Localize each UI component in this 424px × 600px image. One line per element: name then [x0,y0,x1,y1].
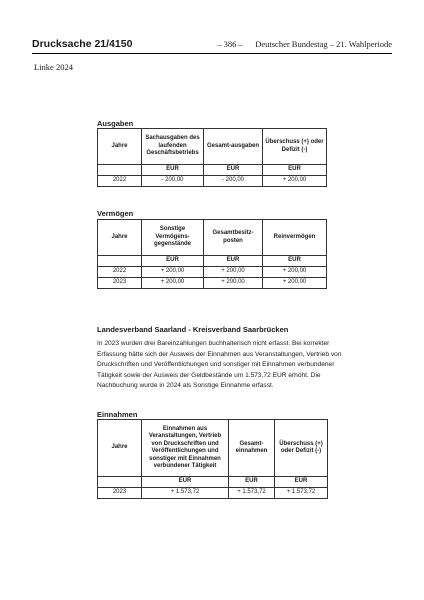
paragraph-line: Tätigkeit sowie der Ausweis der Geldbestände um 1.573,72 EUR erhöht. Die [97,371,321,379]
vermoegen-value: + 200,00 [142,267,204,278]
paragraph-line: Druckschriften und Veröffentlichungen und sonstiger mit Einnahmen verbundener [97,361,335,368]
ausgaben-unit: EUR [263,165,327,176]
vermoegen-value: + 200,00 [263,278,327,289]
einnahmen-unit: EUR [229,477,275,488]
einnahmen-year: 2023 [98,488,142,499]
vermoegen-title: Vermögen [97,209,134,218]
ausgaben-unit: EUR [204,165,263,176]
ausgaben-col-sachausgaben: Sachausgaben des laufenden Geschäftsbetriebs [142,129,204,165]
vermoegen-unit-empty [98,256,142,267]
einnahmen-col-veranstaltungen: Einnahmen aus Veranstaltungen, Vertrieb von Druckschriften und Veröffentlichungen und sonstiger mit Einnahmen verbundener Tätigkeit [142,420,229,477]
vermoegen-unit: EUR [204,256,263,267]
ausgaben-value: - 200,00 [142,176,204,187]
vermoegen-unit: EUR [142,256,204,267]
vermoegen-unit: EUR [263,256,327,267]
einnahmen-title: Einnahmen [97,410,138,419]
ausgaben-unit-empty [98,165,142,176]
vermoegen-value: + 200,00 [142,278,204,289]
table-row [98,176,327,187]
ausgaben-col-year: Jahre [98,129,142,165]
ausgaben-table [97,128,327,187]
vermoegen-year: 2022 [98,267,142,278]
paragraph-line: Erfassung hätte sich der Ausweis der Einnahmen aus Veranstaltungen, Vertrieb von [97,350,342,358]
vermoegen-col-year: Jahre [98,220,142,256]
vermoegen-value: + 200,00 [204,278,263,289]
page-header [32,38,392,52]
ausgaben-value: + 200,00 [263,176,327,187]
paragraph-line: Nachbuchung wurde in 2024 als Sonstige Einnahme erfasst. [97,382,274,389]
einnahmen-unit-empty [98,477,142,488]
vermoegen-table [97,219,327,289]
ausgaben-value: - 200,00 [204,176,263,187]
einnahmen-value: + 1.573,72 [142,488,229,499]
vermoegen-value: + 200,00 [263,267,327,278]
header-rule [32,53,392,54]
ausgaben-col-gesamtausgaben: Gesamt-ausgaben [204,129,263,165]
einnahmen-unit: EUR [275,477,328,488]
einnahmen-unit: EUR [142,477,229,488]
page-number: – 386 – [217,39,243,49]
ausgaben-unit: EUR [142,165,204,176]
paragraph-line: In 2023 wurden drei Bareinzahlungen buchhalterisch nicht erfasst. Bei korrekter [97,340,330,347]
table-row [98,488,328,499]
table-row [98,278,327,289]
einnahmen-col-gesamteinnahmen: Gesamt-einnahmen [229,420,275,477]
vermoegen-col-sonstige: Sonstige Vermögens-gegenstände [142,220,204,256]
einnahmen-col-ueberschuss: Überschuss (+) oder Defizit (-) [275,420,328,477]
vermoegen-year: 2023 [98,278,142,289]
einnahmen-col-year: Jahre [98,420,142,477]
einnahmen-table [97,419,328,499]
section-paragraph [97,339,342,392]
document-number: Drucksache 21/4150 [32,38,133,50]
einnahmen-value: + 1.573,72 [275,488,328,499]
vermoegen-col-reinvermoegen: Reinvermögen [263,220,327,256]
section-heading: Landesverband Saarland - Kreisverband Saarbrücken [97,325,289,334]
vermoegen-value: + 200,00 [204,267,263,278]
ausgaben-year: 2022 [98,176,142,187]
vermoegen-col-gesamtbesitz: Gesamtbesitz-posten [204,220,263,256]
ausgaben-title: Ausgaben [97,119,134,128]
page-subheader: Linke 2024 [34,62,73,72]
table-row [98,267,327,278]
ausgaben-col-ueberschuss: Überschuss (+) oder Defizit (-) [263,129,327,165]
einnahmen-value: + 1.573,72 [229,488,275,499]
publisher-line: Deutscher Bundestag – 21. Wahlperiode [255,39,392,49]
